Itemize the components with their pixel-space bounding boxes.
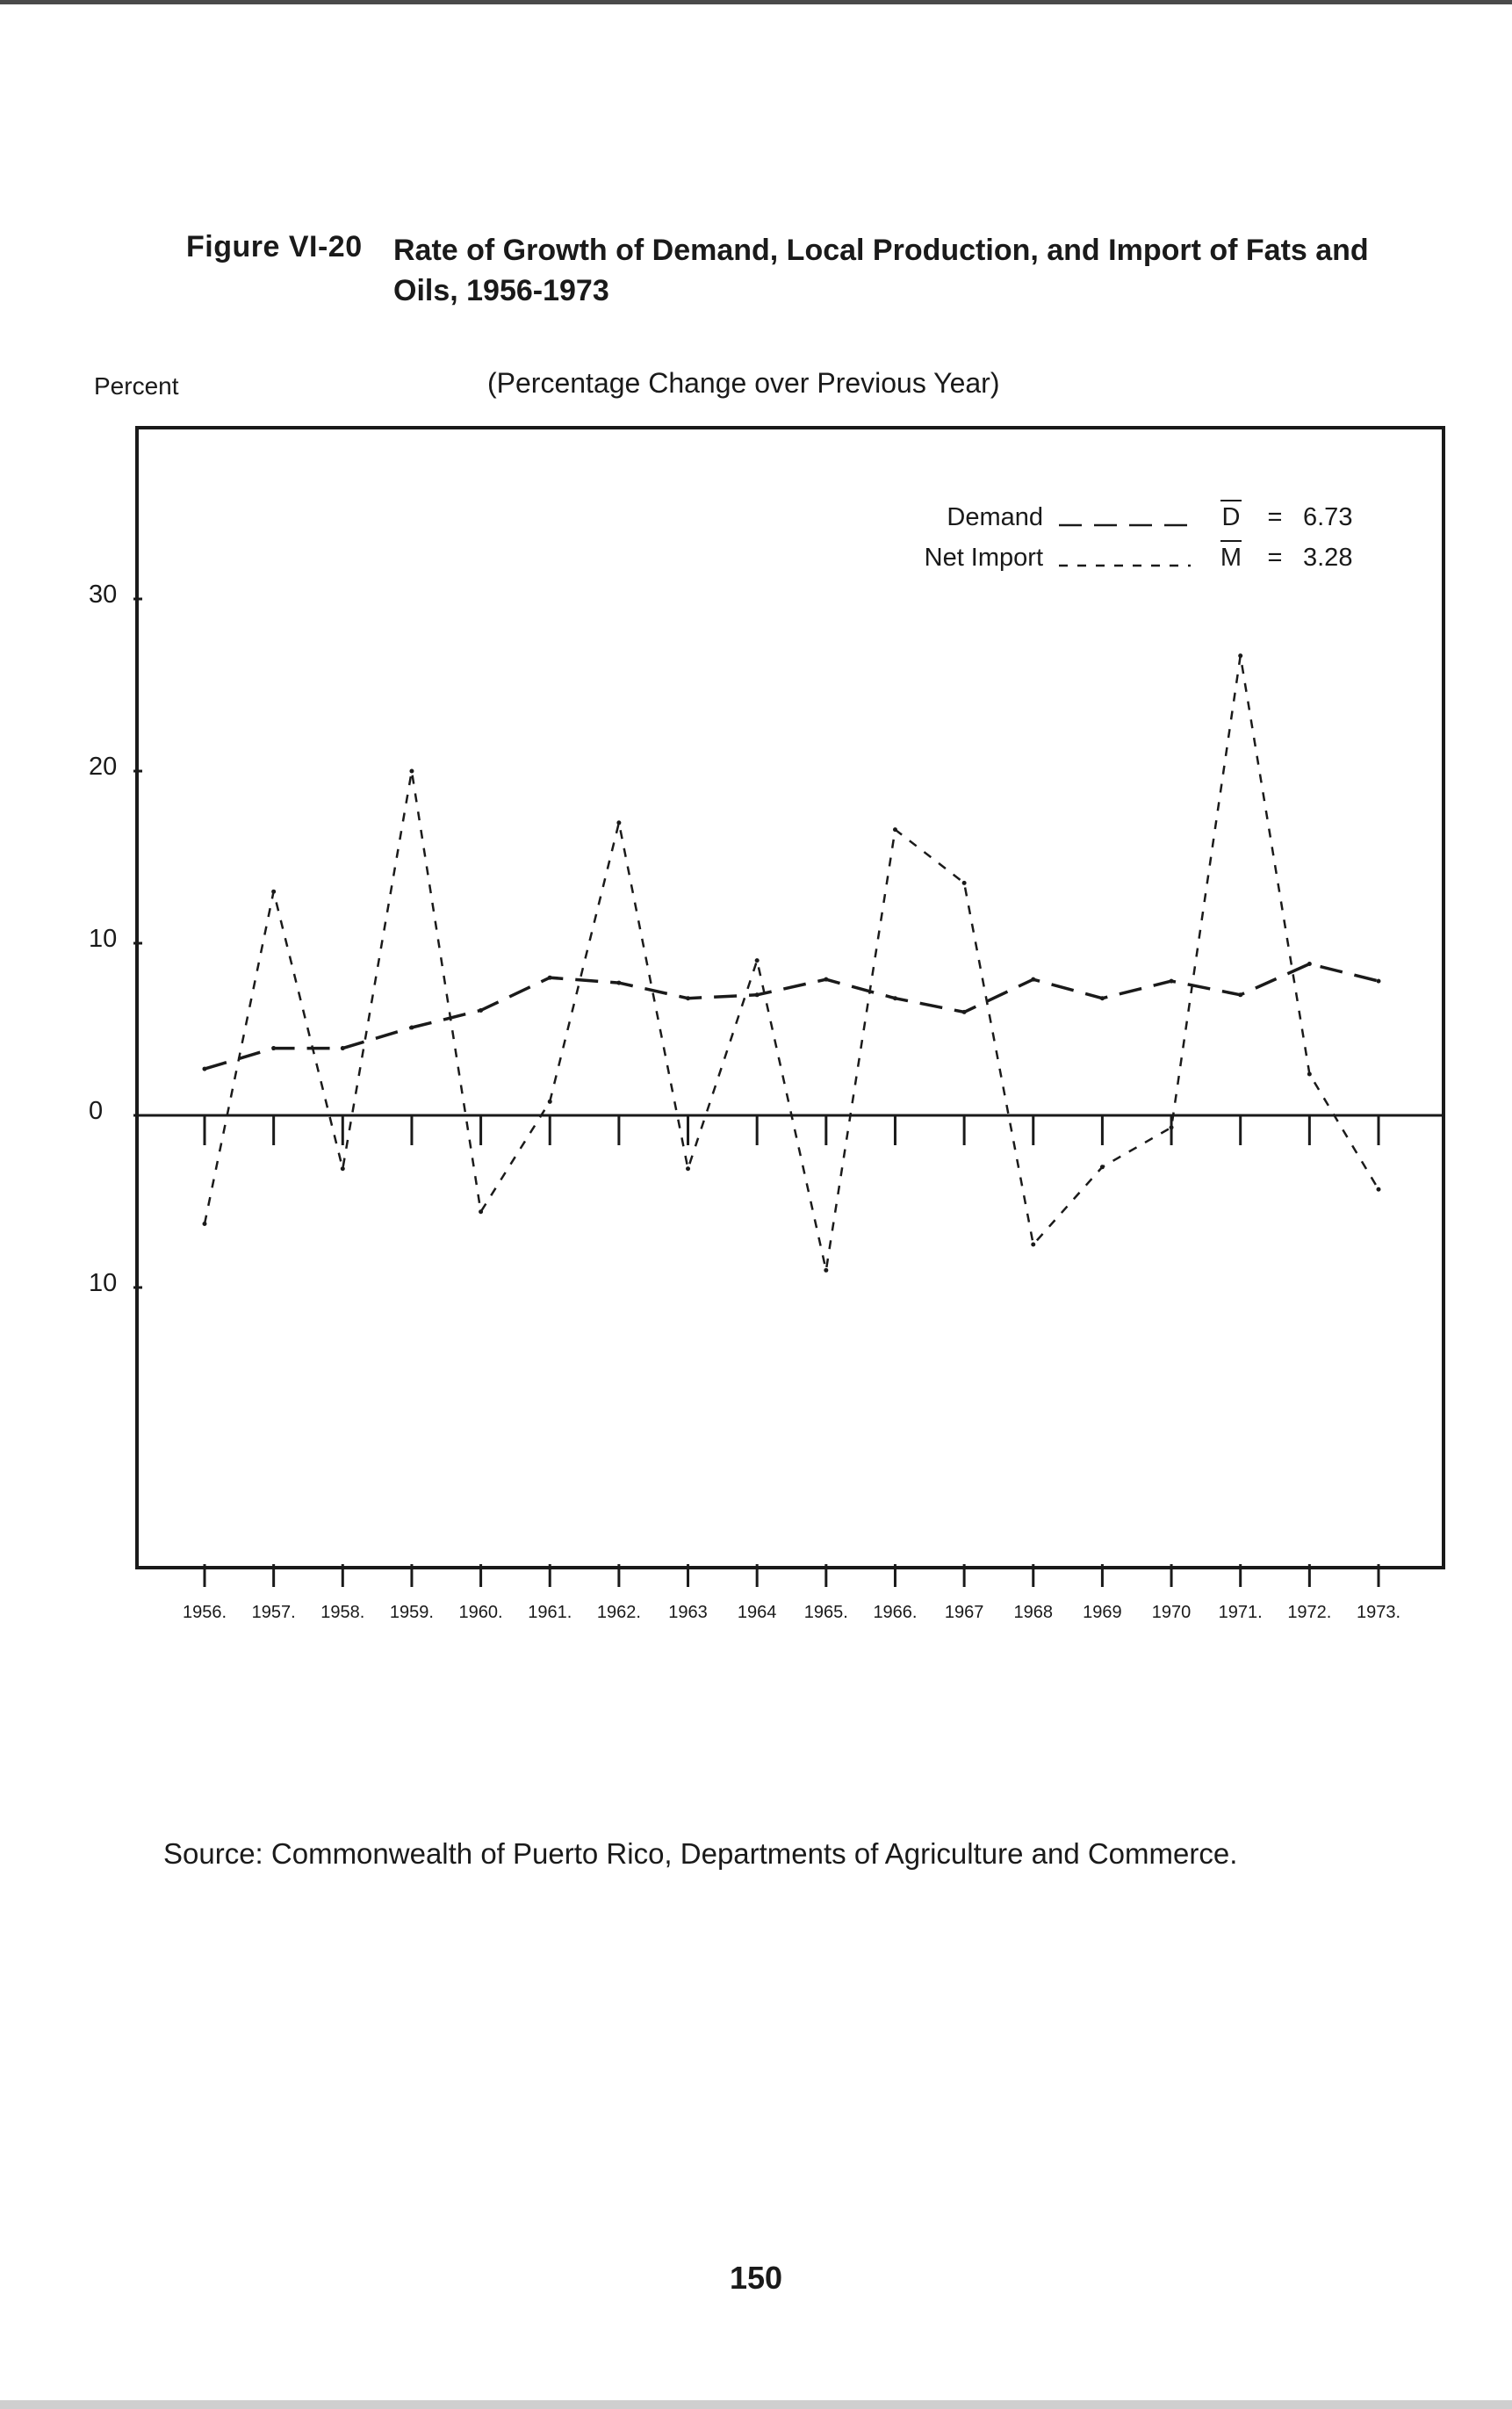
x-tick-label: 1971. bbox=[1218, 1603, 1263, 1622]
y-tick-label: 30 bbox=[89, 581, 118, 609]
data-point-demand bbox=[1377, 979, 1381, 984]
legend-value: 3.28 bbox=[1303, 544, 1353, 572]
data-point-demand bbox=[616, 981, 621, 985]
x-tick-label: 1962. bbox=[596, 1603, 641, 1622]
data-point-demand bbox=[755, 992, 760, 997]
data-point-demand bbox=[1238, 992, 1242, 997]
data-point-demand bbox=[409, 1026, 414, 1030]
page-number: 150 bbox=[729, 2260, 783, 2296]
legend bbox=[925, 501, 1353, 572]
data-point-demand bbox=[1307, 962, 1312, 966]
data-point-demand bbox=[203, 1067, 207, 1071]
x-tick-label: 1972. bbox=[1287, 1603, 1332, 1622]
x-tick-label: 1970 bbox=[1151, 1603, 1192, 1622]
x-tick-label: 1966. bbox=[873, 1603, 918, 1622]
series-line-demand bbox=[205, 964, 1379, 1070]
y-tick-label: 20 bbox=[89, 753, 118, 781]
x-tick-label: 1969 bbox=[1083, 1603, 1122, 1622]
figure-label: Figure VI-20 bbox=[186, 230, 363, 263]
data-point-demand bbox=[548, 976, 552, 980]
data-point-demand bbox=[479, 1008, 483, 1013]
data-point-demand bbox=[1100, 996, 1105, 1000]
legend-equals: = bbox=[1267, 544, 1283, 572]
plot-frame bbox=[137, 428, 1444, 1568]
data-point-net-import bbox=[1377, 1187, 1381, 1192]
x-tick-label: 1968 bbox=[1013, 1603, 1054, 1622]
data-point-demand bbox=[962, 1010, 967, 1014]
data-point-demand bbox=[341, 1046, 345, 1050]
source-note: Source: Commonwealth of Puerto Rico, Departments of Agriculture and Commerce. bbox=[163, 1837, 1238, 1870]
series-lines bbox=[203, 653, 1381, 1273]
data-point-net-import bbox=[1170, 1125, 1174, 1129]
data-point-net-import bbox=[1031, 1243, 1035, 1247]
data-point-net-import bbox=[616, 820, 621, 825]
data-point-net-import bbox=[548, 1100, 552, 1104]
legend-symbol: M bbox=[1220, 544, 1242, 572]
data-point-net-import bbox=[409, 769, 414, 774]
data-point-net-import bbox=[271, 890, 276, 894]
data-point-demand bbox=[686, 996, 690, 1000]
x-tick-label: 1959. bbox=[389, 1603, 434, 1622]
data-point-net-import bbox=[479, 1209, 483, 1214]
x-tick-label: 1967 bbox=[944, 1603, 984, 1622]
y-tick-label: 0 bbox=[89, 1097, 104, 1125]
bottom-edge-rule bbox=[0, 2400, 1512, 2409]
data-point-demand bbox=[1031, 977, 1035, 982]
data-point-net-import bbox=[686, 1166, 690, 1171]
y-unit-label: Percent bbox=[94, 372, 179, 400]
x-tick-label: 1956. bbox=[182, 1603, 227, 1622]
legend-value: 6.73 bbox=[1303, 503, 1353, 531]
series-line-net-import bbox=[205, 656, 1379, 1271]
data-point-demand bbox=[893, 996, 897, 1000]
legend-label: Net Import bbox=[924, 544, 1043, 572]
legend-symbol: D bbox=[1221, 503, 1241, 531]
data-point-net-import bbox=[893, 827, 897, 832]
y-tick-label: 10 bbox=[89, 925, 118, 953]
data-point-net-import bbox=[1307, 1071, 1312, 1076]
x-tick-label: 1958. bbox=[320, 1603, 365, 1622]
chart-subtitle: (Percentage Change over Previous Year) bbox=[487, 367, 1000, 399]
data-point-net-import bbox=[203, 1222, 207, 1226]
data-point-net-import bbox=[962, 881, 967, 885]
data-point-net-import bbox=[824, 1268, 828, 1273]
x-tick-label: 1961. bbox=[528, 1603, 572, 1622]
data-point-demand bbox=[824, 977, 828, 982]
x-tick-label: 1964 bbox=[737, 1603, 777, 1622]
data-point-net-import bbox=[341, 1166, 345, 1171]
data-point-net-import bbox=[1238, 653, 1242, 658]
x-tick-label: 1973. bbox=[1356, 1603, 1401, 1622]
zero-axis bbox=[137, 1115, 1444, 1145]
data-point-net-import bbox=[755, 958, 760, 963]
legend-label: Demand bbox=[947, 503, 1043, 531]
x-axis bbox=[183, 1564, 1400, 1622]
x-tick-label: 1957. bbox=[251, 1603, 296, 1622]
data-point-demand bbox=[271, 1046, 276, 1050]
legend-equals: = bbox=[1267, 503, 1283, 531]
x-tick-label: 1965. bbox=[803, 1603, 848, 1622]
figure-title: Rate of Growth of Demand, Local Production, and Import of Fats and Oils, 1956-1973 bbox=[393, 234, 1369, 307]
x-tick-label: 1963 bbox=[668, 1603, 708, 1622]
data-point-net-import bbox=[1100, 1165, 1105, 1169]
y-tick-label: 10 bbox=[89, 1269, 118, 1297]
data-point-demand bbox=[1170, 979, 1174, 984]
x-tick-label: 1960. bbox=[458, 1603, 503, 1622]
y-axis bbox=[89, 581, 142, 1297]
